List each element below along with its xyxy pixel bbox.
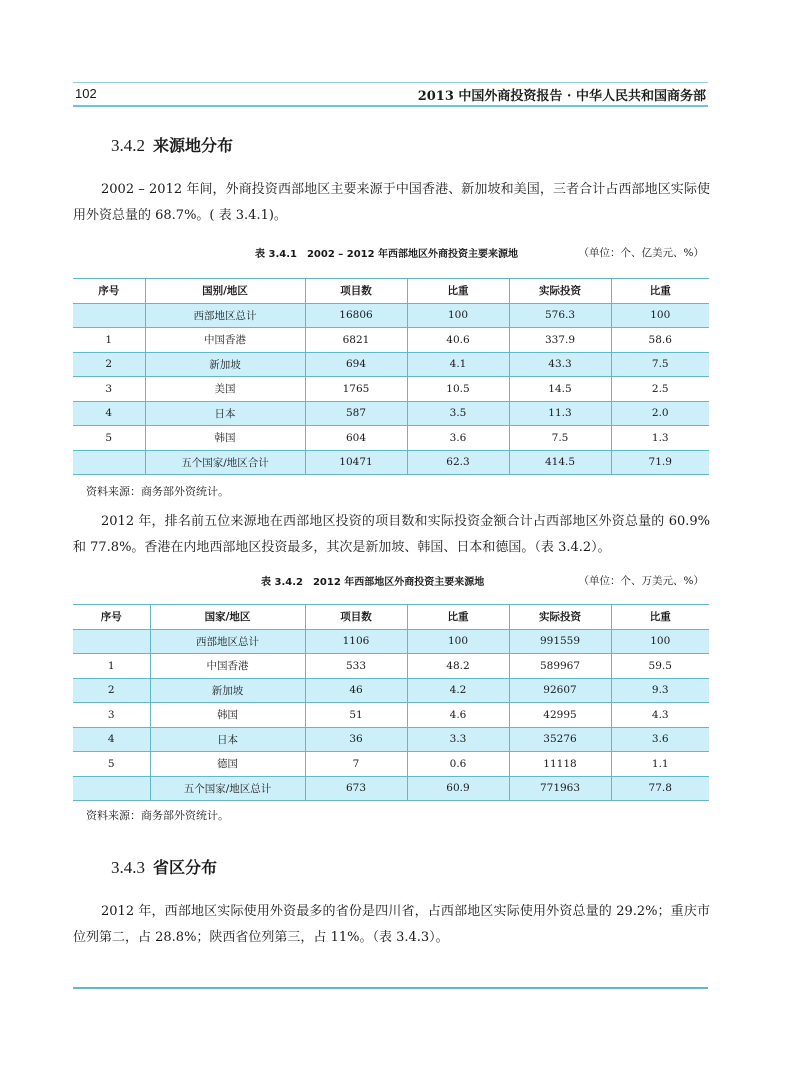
table-row [73, 752, 709, 777]
table-cell: 五个国家/地区总计 [150, 776, 305, 801]
column-header: 国家/地区 [150, 605, 305, 630]
table-cell: 3.6 [611, 727, 709, 752]
section-heading-3-4-3 [111, 855, 217, 878]
table-cell: 德国 [150, 752, 305, 777]
table-cell: 100 [611, 303, 709, 328]
table-cell: 5 [73, 752, 150, 777]
table-row [73, 426, 709, 451]
table-cell: 3.3 [407, 727, 509, 752]
table-cell: 16806 [305, 303, 407, 328]
table-cell: 2.0 [611, 401, 709, 426]
column-header: 项目数 [305, 279, 407, 304]
table-cell: 3.5 [407, 401, 509, 426]
page-number: 102 [75, 86, 97, 101]
table-row [73, 629, 709, 654]
table-cell: 4.2 [407, 678, 509, 703]
section-title: 省区分布 [153, 858, 218, 877]
table-row [73, 703, 709, 728]
table-cell: 4.3 [611, 703, 709, 728]
table-cell: 59.5 [611, 654, 709, 679]
table-cell: 46 [305, 678, 407, 703]
table-cell [73, 303, 145, 328]
table-cell: 1 [73, 654, 150, 679]
table-cell: 7 [305, 752, 407, 777]
table-cell: 92607 [509, 678, 611, 703]
table-cell: 48.2 [407, 654, 509, 679]
table-cell [73, 629, 150, 654]
table-cell: 40.6 [407, 328, 509, 353]
table-cell: 11118 [509, 752, 611, 777]
table-row [73, 401, 709, 426]
running-title: 2013 中国外商投资报告 · 中华人民共和国商务部 [417, 89, 706, 104]
table2 [73, 604, 709, 801]
table-cell: 576.3 [509, 303, 611, 328]
paragraph-province-distribution: 2012 年，西部地区实际使用外资最多的省份是四川省，占西部地区实际使用外资总量的 29.2%；重庆市位列第二，占 28.8%；陕西省位列第三，占 11%。（表 3.4.3）。 [73, 904, 710, 945]
table-cell: 西部地区总计 [145, 303, 305, 328]
table-cell: 1106 [305, 629, 407, 654]
table-cell: 62.3 [407, 450, 509, 475]
paragraph-2012-top-sources: 2012 年，排名前五位来源地在西部地区投资的项目数和实际投资金额合计占西部地区外资总量的 60.9%和 77.8%。香港在内地西部地区投资最多，其次是新加坡、韩国、日本和德国。（表 3.4.2）。 [73, 514, 710, 555]
table-cell: 60.9 [407, 776, 509, 801]
table-cell: 2.5 [611, 377, 709, 402]
table-header-row [73, 279, 709, 304]
table-cell: 日本 [150, 727, 305, 752]
table-cell: 2 [73, 352, 145, 377]
table-cell: 42995 [509, 703, 611, 728]
table-row [73, 377, 709, 402]
table-cell: 58.6 [611, 328, 709, 353]
table-cell: 587 [305, 401, 407, 426]
table1-source: 资料来源：商务部外资统计。 [86, 485, 229, 498]
section-number: 3.4.3 [111, 858, 145, 877]
table2-source: 资料来源：商务部外资统计。 [86, 809, 229, 822]
table-cell [73, 776, 150, 801]
table-cell: 9.3 [611, 678, 709, 703]
table-row [73, 328, 709, 353]
column-header: 比重 [407, 605, 509, 630]
column-header: 项目数 [305, 605, 407, 630]
table-cell: 51 [305, 703, 407, 728]
table-row [73, 450, 709, 475]
column-header: 序号 [73, 279, 145, 304]
table-cell [73, 450, 145, 475]
table-cell: 中国香港 [150, 654, 305, 679]
table-cell: 4 [73, 401, 145, 426]
column-header: 比重 [611, 605, 709, 630]
table1-caption [73, 243, 708, 261]
table-cell: 14.5 [509, 377, 611, 402]
table2-unit: （单位：个、万美元、%） [578, 575, 704, 587]
footer-rule [73, 987, 708, 989]
table-row [73, 776, 709, 801]
table-cell: 3.6 [407, 426, 509, 451]
table-cell: 604 [305, 426, 407, 451]
table-cell: 韩国 [150, 703, 305, 728]
table-cell: 673 [305, 776, 407, 801]
section-number: 3.4.2 [111, 136, 145, 155]
table-cell: 1765 [305, 377, 407, 402]
table-cell: 1.3 [611, 426, 709, 451]
column-header: 序号 [73, 605, 150, 630]
table-cell: 韩国 [145, 426, 305, 451]
table-cell: 五个国家/地区合计 [145, 450, 305, 475]
table-cell: 3 [73, 377, 145, 402]
table-cell: 0.6 [407, 752, 509, 777]
table-cell: 1 [73, 328, 145, 353]
table-cell: 533 [305, 654, 407, 679]
table-cell: 3 [73, 703, 150, 728]
column-header: 比重 [611, 279, 709, 304]
table-cell: 7.5 [509, 426, 611, 451]
table-cell: 2 [73, 678, 150, 703]
column-header: 国别/地区 [145, 279, 305, 304]
table-cell: 100 [407, 629, 509, 654]
table-row [73, 727, 709, 752]
table-cell: 新加坡 [150, 678, 305, 703]
table-cell: 中国香港 [145, 328, 305, 353]
table-cell: 589967 [509, 654, 611, 679]
table2-caption [73, 571, 708, 589]
table-row [73, 352, 709, 377]
table-cell: 337.9 [509, 328, 611, 353]
section-heading-3-4-2 [111, 133, 233, 156]
column-header: 实际投资 [509, 605, 611, 630]
section-title: 来源地分布 [153, 136, 234, 155]
page-header [73, 82, 708, 107]
table-cell: 10471 [305, 450, 407, 475]
table-cell: 100 [407, 303, 509, 328]
paragraph-source-overview: 2002 – 2012 年间，外商投资西部地区主要来源于中国香港、新加坡和美国，三者合计占西部地区实际使用外资总量的 68.7%。( 表 3.4.1)。 [73, 182, 710, 223]
table-cell: 日本 [145, 401, 305, 426]
table-cell: 6821 [305, 328, 407, 353]
table-cell: 77.8 [611, 776, 709, 801]
table-cell: 5 [73, 426, 145, 451]
table-cell: 414.5 [509, 450, 611, 475]
table-cell: 4.1 [407, 352, 509, 377]
table-cell: 694 [305, 352, 407, 377]
table-cell: 771963 [509, 776, 611, 801]
table-cell: 71.9 [611, 450, 709, 475]
column-header: 实际投资 [509, 279, 611, 304]
table-cell: 43.3 [509, 352, 611, 377]
table-cell: 美国 [145, 377, 305, 402]
table1 [73, 278, 709, 475]
table-cell: 35276 [509, 727, 611, 752]
table-cell: 西部地区总计 [150, 629, 305, 654]
table-cell: 11.3 [509, 401, 611, 426]
table-cell: 1.1 [611, 752, 709, 777]
table-cell: 新加坡 [145, 352, 305, 377]
table-cell: 100 [611, 629, 709, 654]
table-row [73, 654, 709, 679]
table-cell: 4.6 [407, 703, 509, 728]
column-header: 比重 [407, 279, 509, 304]
table-header-row [73, 605, 709, 630]
table2-title: 表 3.4.2 2012 年西部地区外商投资主要来源地 [261, 577, 485, 588]
table1-title: 表 3.4.1 2002 – 2012 年西部地区外商投资主要来源地 [255, 249, 519, 260]
table-cell: 991559 [509, 629, 611, 654]
table-row [73, 303, 709, 328]
table1-unit: （单位：个、亿美元、%） [578, 247, 704, 259]
table-cell: 7.5 [611, 352, 709, 377]
table-cell: 4 [73, 727, 150, 752]
table-cell: 10.5 [407, 377, 509, 402]
table-row [73, 678, 709, 703]
table-cell: 36 [305, 727, 407, 752]
